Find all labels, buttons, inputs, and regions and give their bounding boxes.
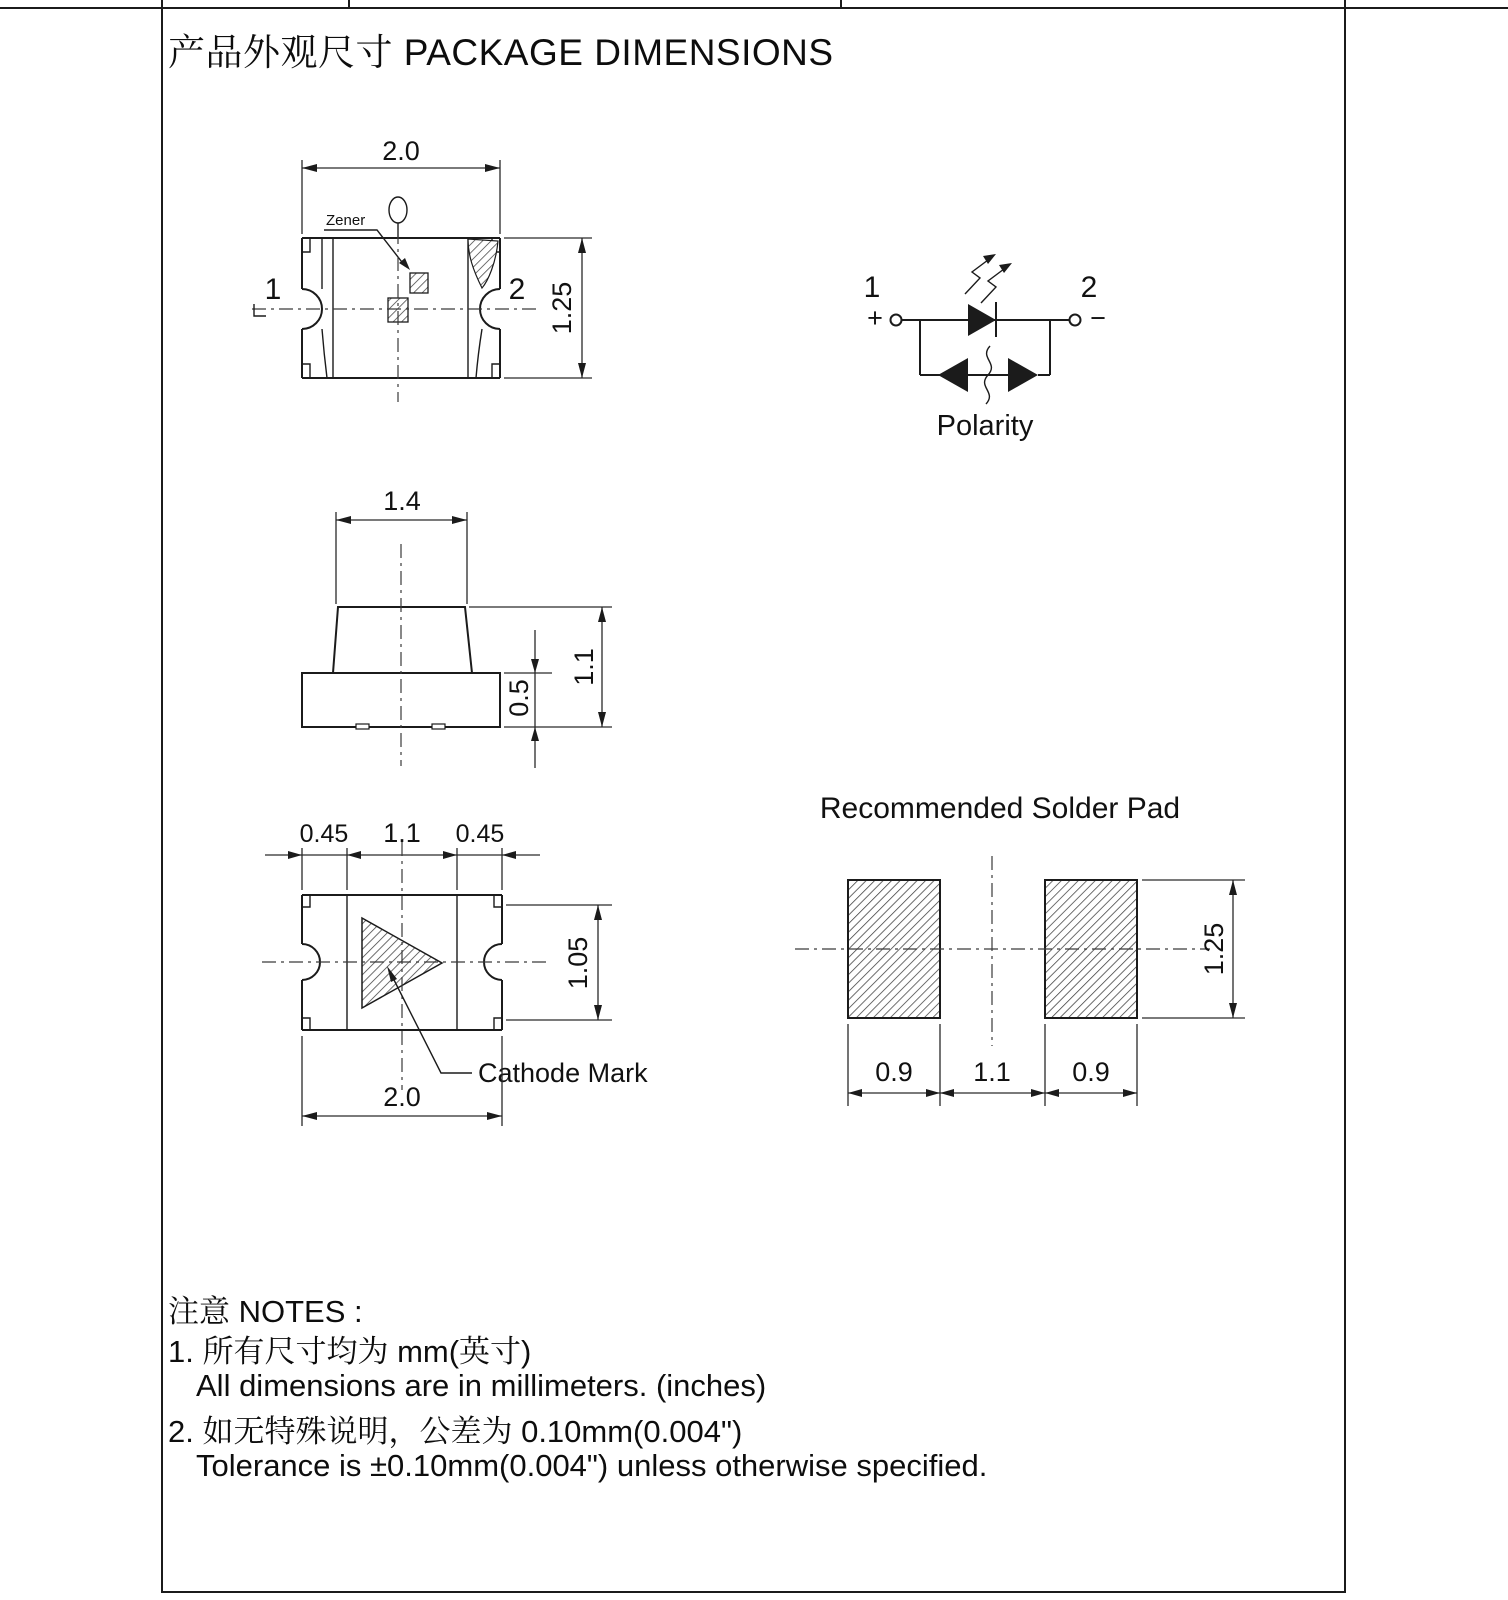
bottom-view-drawing: [250, 798, 670, 1133]
side-view-total-height-label: 1.1: [569, 648, 599, 686]
solder-pad-gap-label: 1.1: [973, 1057, 1011, 1087]
notes-heading: 注意 NOTES :: [168, 1294, 363, 1329]
solder-pad-right-width-label: 0.9: [1072, 1057, 1110, 1087]
bottom-view-inner-height-dimension: [506, 905, 612, 1020]
table-tick-1: [348, 0, 350, 8]
solder-pad-height-label: 1.25: [1199, 922, 1229, 976]
protection-diode-branch: [920, 320, 1050, 404]
bottom-view-width-label: 2.0: [383, 1082, 421, 1112]
note2-zh: 2. 如无特殊说明，公差为 0.10mm(0.004"): [168, 1414, 743, 1449]
cathode-mark-callout: [387, 966, 648, 1088]
zener-die: [410, 273, 428, 293]
note2-en: Tolerance is ±0.10mm(0.004") unless otherwise specified.: [196, 1448, 988, 1483]
terminal-left-icon: [891, 315, 902, 326]
bottom-view-center-label: 1.1: [383, 818, 421, 848]
bottom-view-width-dimension: [302, 1036, 502, 1126]
side-view-base-height-dimension: [504, 630, 552, 768]
frame-border-left: [161, 0, 163, 1593]
polarity-plus-sign: +: [867, 303, 883, 333]
table-tick-2: [840, 0, 842, 8]
bottom-view-left-pad-label: 0.45: [299, 820, 349, 848]
frame-border-bottom: [161, 1591, 1346, 1593]
polarity-caption: Polarity: [936, 410, 1034, 442]
polarity-diagram: [830, 230, 1160, 445]
top-view-pin1-label: 1: [264, 273, 282, 306]
light-emission-arrows-icon: [965, 254, 1012, 303]
page-title: 产品外观尺寸 PACKAGE DIMENSIONS: [168, 32, 834, 73]
top-view-pin2-label: 2: [508, 273, 526, 306]
led-symbol-icon: [968, 302, 996, 337]
side-view-drawing: [280, 478, 620, 770]
cathode-mark-label: Cathode Mark: [478, 1058, 648, 1088]
zener-diode-right-icon: [1008, 358, 1038, 392]
polarity-minus-sign: −: [1090, 303, 1106, 333]
table-border-top: [0, 7, 1508, 9]
note1-en: All dimensions are in millimeters. (inches): [196, 1368, 767, 1403]
top-view-height-label: 1.25: [547, 281, 577, 335]
top-view-height-dimension: [504, 238, 592, 378]
zener-diode-left-icon: [938, 358, 968, 392]
top-view-drawing: [240, 118, 600, 418]
solder-pad-left-width-label: 0.9: [875, 1057, 913, 1087]
frame-border-right: [1344, 0, 1346, 1593]
polarity-pin1-label: 1: [863, 271, 881, 304]
solder-pad-title: Recommended Solder Pad: [819, 792, 1181, 825]
terminal-right-icon: [1070, 315, 1081, 326]
top-view-width-label: 2.0: [382, 136, 420, 166]
bottom-view-inner-height-label: 1.05: [563, 936, 593, 990]
side-view-total-height-dimension: [469, 607, 612, 727]
lens-profile: [333, 607, 472, 673]
polarity-mark-hatch: [468, 239, 498, 288]
side-view-base-height-label: 0.5: [504, 679, 534, 717]
bottom-view-right-pad-label: 0.45: [455, 820, 505, 848]
zener-callout: [324, 212, 410, 270]
side-view-top-width-label: 1.4: [383, 486, 421, 516]
note1-zh: 1. 所有尺寸均为 mm(英寸): [168, 1334, 532, 1369]
zener-label: Zener: [326, 212, 366, 229]
solder-pad-bottom-dimensions: [848, 1024, 1137, 1106]
polarity-pin2-label: 2: [1080, 271, 1098, 304]
solder-pad-drawing: [790, 778, 1260, 1123]
